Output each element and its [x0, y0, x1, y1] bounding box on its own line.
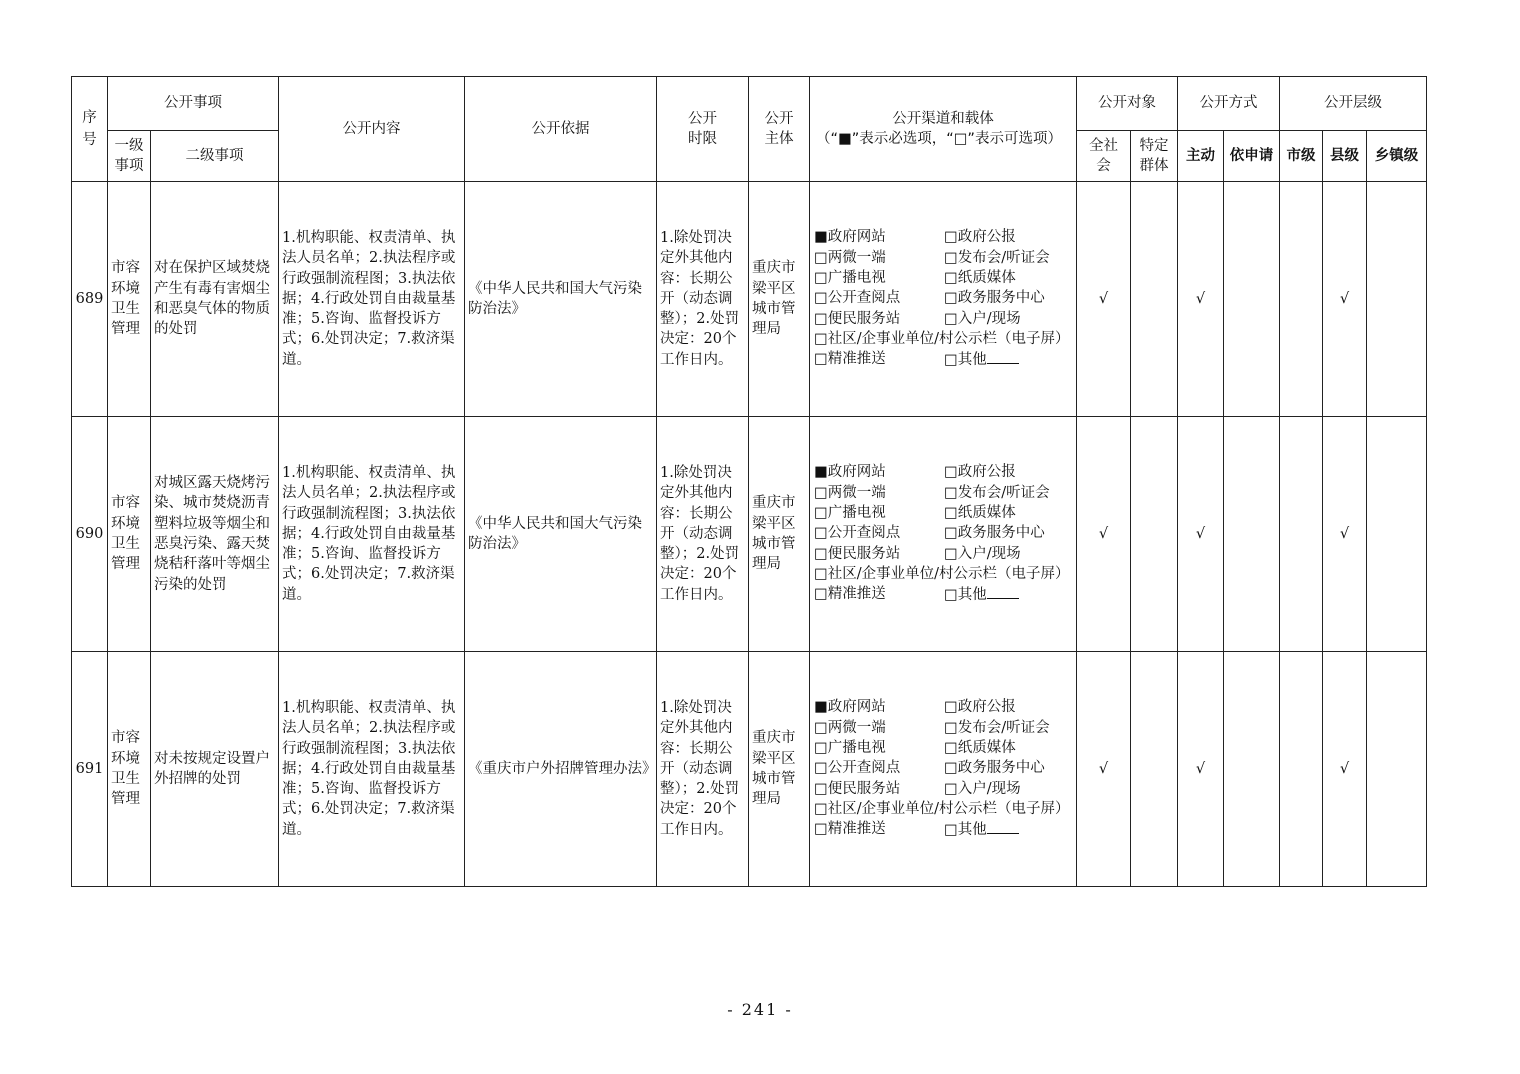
- cell-target-specific: [1131, 417, 1178, 652]
- header-level-town: 乡镇级: [1367, 131, 1427, 182]
- cell-level-town: [1367, 417, 1427, 652]
- header-method-active: 主动: [1178, 131, 1224, 182]
- header-seq: 序号: [72, 77, 108, 182]
- channel-option: ■政府网站: [814, 464, 886, 481]
- header-deadline: 公开时限: [657, 77, 749, 182]
- channel-option: ■政府网站: [814, 229, 886, 246]
- cell-level-city: [1280, 652, 1323, 887]
- cell-seq: 689: [72, 182, 108, 417]
- channel-option: □纸质媒体: [944, 505, 1016, 522]
- cell-deadline: 1.除处罚决定外其他内容：长期公开（动态调整）；2.处罚决定：20个工作日内。: [657, 182, 749, 417]
- channel-option: □精准推送: [814, 351, 886, 368]
- disclosure-table: [71, 76, 1427, 887]
- header-items: 公开事项: [108, 77, 279, 131]
- header-level-county: 县级: [1323, 131, 1367, 182]
- cell-basis: 《中华人民共和国大气污染防治法》: [465, 417, 657, 652]
- header-level-city: 市级: [1280, 131, 1323, 182]
- header-target: 公开对象: [1077, 77, 1178, 131]
- header-basis: 公开依据: [465, 77, 657, 182]
- channel-option: □入户/现场: [944, 780, 1021, 797]
- cell-level-town: [1367, 652, 1427, 887]
- cell-level1: 市容环境卫生管理: [108, 652, 151, 887]
- cell-target-all: √: [1077, 417, 1131, 652]
- header-level: 公开层级: [1280, 77, 1427, 131]
- header-channel: [810, 77, 1077, 182]
- cell-method-active: √: [1178, 652, 1224, 887]
- cell-target-all: √: [1077, 182, 1131, 417]
- header-level2: 二级事项: [151, 131, 279, 182]
- header-channel-title: 公开渠道和载体: [892, 110, 994, 127]
- channel-option: □发布会/听证会: [944, 719, 1050, 736]
- channel-option: □便民服务站: [814, 310, 901, 327]
- channel-option: □两微一端: [814, 249, 886, 266]
- cell-target-specific: [1131, 652, 1178, 887]
- channel-option: □纸质媒体: [944, 740, 1016, 757]
- header-target-specific: 特定群体: [1131, 131, 1178, 182]
- channel-option: □广播电视: [814, 505, 886, 522]
- cell-level-town: [1367, 182, 1427, 417]
- cell-deadline: 1.除处罚决定外其他内容：长期公开（动态调整）；2.处罚决定：20个工作日内。: [657, 417, 749, 652]
- cell-subject: 重庆市梁平区城市管理局: [749, 417, 810, 652]
- channel-option: □便民服务站: [814, 780, 901, 797]
- cell-method-apply: [1224, 417, 1280, 652]
- channel-option: □政务服务中心: [944, 525, 1045, 542]
- header-method-apply: 依申请: [1224, 131, 1280, 182]
- channel-option: □纸质媒体: [944, 270, 1016, 287]
- channel-option: □政府公报: [944, 464, 1016, 481]
- table-row: [72, 652, 1427, 887]
- channel-option: □政府公报: [944, 699, 1016, 716]
- channel-option: □社区/企事业单位/村公示栏（电子屏）: [814, 565, 1070, 582]
- cell-method-apply: [1224, 182, 1280, 417]
- channel-option-other: □其他: [944, 584, 1074, 605]
- channel-option: □政府公报: [944, 229, 1016, 246]
- cell-level2: 对城区露天烧烤污染、城市焚烧沥青塑料垃圾等烟尘和恶臭污染、露天焚烧秸秆落叶等烟尘污染的处罚: [151, 417, 279, 652]
- header-channel-note: （“■”表示必选项，“□”表示可选项）: [816, 131, 1062, 147]
- cell-level2: 对在保护区域焚烧产生有毒有害烟尘和恶臭气体的物质的处罚: [151, 182, 279, 417]
- cell-level1: 市容环境卫生管理: [108, 417, 151, 652]
- cell-content: 1.机构职能、权责清单、执法人员名单；2.执法程序或行政强制流程图；3.执法依据；4.行政处罚自由裁量基准；5.咨询、监督投诉方式；6.处罚决定；7.救济渠道。: [279, 652, 465, 887]
- channel-option: □社区/企事业单位/村公示栏（电子屏）: [814, 800, 1070, 817]
- cell-channels: [810, 652, 1077, 887]
- cell-content: 1.机构职能、权责清单、执法人员名单；2.执法程序或行政强制流程图；3.执法依据；4.行政处罚自由裁量基准；5.咨询、监督投诉方式；6.处罚决定；7.救济渠道。: [279, 182, 465, 417]
- cell-level-county: √: [1323, 182, 1367, 417]
- cell-method-apply: [1224, 652, 1280, 887]
- cell-method-active: √: [1178, 417, 1224, 652]
- channel-option: □广播电视: [814, 270, 886, 287]
- channel-option: □精准推送: [814, 821, 886, 838]
- channel-option: □入户/现场: [944, 545, 1021, 562]
- cell-seq: 691: [72, 652, 108, 887]
- channel-option: □公开查阅点: [814, 290, 901, 307]
- cell-level-city: [1280, 182, 1323, 417]
- header-content: 公开内容: [279, 77, 465, 182]
- cell-subject: 重庆市梁平区城市管理局: [749, 652, 810, 887]
- table-row: [72, 182, 1427, 417]
- channel-option: □精准推送: [814, 586, 886, 603]
- cell-content: 1.机构职能、权责清单、执法人员名单；2.执法程序或行政强制流程图；3.执法依据；4.行政处罚自由裁量基准；5.咨询、监督投诉方式；6.处罚决定；7.救济渠道。: [279, 417, 465, 652]
- channel-option: □入户/现场: [944, 310, 1021, 327]
- channel-option: □发布会/听证会: [944, 484, 1050, 501]
- cell-channels: [810, 417, 1077, 652]
- cell-level-city: [1280, 417, 1323, 652]
- page-number: - 241 -: [727, 1000, 793, 1019]
- cell-level2: 对未按规定设置户外招牌的处罚: [151, 652, 279, 887]
- channel-option: □便民服务站: [814, 545, 901, 562]
- cell-method-active: √: [1178, 182, 1224, 417]
- table-row: [72, 417, 1427, 652]
- cell-basis: 《中华人民共和国大气污染防治法》: [465, 182, 657, 417]
- header-target-all: 全社会: [1077, 131, 1131, 182]
- cell-subject: 重庆市梁平区城市管理局: [749, 182, 810, 417]
- header-subject: 公开主体: [749, 77, 810, 182]
- cell-basis: 《重庆市户外招牌管理办法》: [465, 652, 657, 887]
- channel-option: □政务服务中心: [944, 290, 1045, 307]
- channel-option: □社区/企事业单位/村公示栏（电子屏）: [814, 330, 1070, 347]
- channel-option: □发布会/听证会: [944, 249, 1050, 266]
- cell-level1: 市容环境卫生管理: [108, 182, 151, 417]
- header-level1: 一级事项: [108, 131, 151, 182]
- cell-seq: 690: [72, 417, 108, 652]
- cell-level-county: √: [1323, 417, 1367, 652]
- channel-option: □公开查阅点: [814, 525, 901, 542]
- channel-option: □两微一端: [814, 484, 886, 501]
- channel-option: □政务服务中心: [944, 760, 1045, 777]
- cell-target-specific: [1131, 182, 1178, 417]
- cell-level-county: √: [1323, 652, 1367, 887]
- channel-option-other: □其他: [944, 349, 1074, 370]
- channel-option: □两微一端: [814, 719, 886, 736]
- cell-target-all: √: [1077, 652, 1131, 887]
- channel-option: ■政府网站: [814, 699, 886, 716]
- channel-option: □公开查阅点: [814, 760, 901, 777]
- cell-channels: [810, 182, 1077, 417]
- channel-option: □广播电视: [814, 740, 886, 757]
- cell-deadline: 1.除处罚决定外其他内容：长期公开（动态调整）；2.处罚决定：20个工作日内。: [657, 652, 749, 887]
- header-method: 公开方式: [1178, 77, 1280, 131]
- channel-option-other: □其他: [944, 819, 1074, 840]
